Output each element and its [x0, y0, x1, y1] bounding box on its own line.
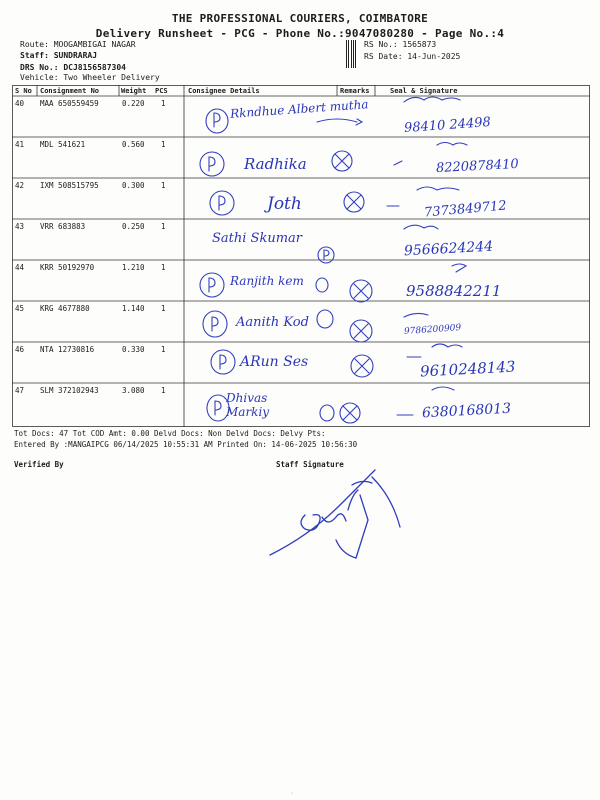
- staff-signature-scribble: [260, 465, 430, 575]
- row-sno: 47: [15, 386, 25, 395]
- col-header-consignment: Consignment No: [40, 87, 100, 95]
- col-header-pcs: PCS: [155, 87, 168, 95]
- row-pcs: 1: [161, 263, 166, 272]
- consignee-handwritten-name: Radhika: [244, 155, 307, 173]
- row-pcs: 1: [161, 140, 166, 149]
- consignee-handwritten-phone: 9588842211: [406, 282, 502, 300]
- consignee-handwritten-name: Joth: [267, 194, 302, 214]
- consignee-handwritten-phone: 6380168013: [421, 400, 512, 422]
- staff-signature-label: Staff Signature: [276, 460, 344, 469]
- rs-number: RS No.: 1565873: [364, 40, 437, 49]
- row-weight: 0.220: [122, 99, 145, 108]
- row-weight: 0.250: [122, 222, 145, 231]
- rs-date: RS Date: 14-Jun-2025: [364, 52, 461, 61]
- row-pcs: 1: [161, 222, 166, 231]
- consignee-handwritten-name: ARun Ses: [240, 354, 309, 370]
- row-consignment: SLM 372102943: [40, 386, 99, 395]
- row-weight: 0.300: [122, 181, 145, 190]
- row-sno: 42: [15, 181, 25, 190]
- row-sno: 44: [15, 263, 25, 272]
- row-weight: 3.080: [122, 386, 145, 395]
- row-weight: 0.330: [122, 345, 145, 354]
- consignee-handwritten-name: Aanith Kod: [236, 315, 309, 330]
- consignee-handwritten-phone: 8220878410: [435, 156, 520, 177]
- col-header-remarks: Remarks: [340, 87, 370, 95]
- barcode-icon: [346, 40, 358, 68]
- table-row: [12, 260, 590, 301]
- row-pcs: 1: [161, 345, 166, 354]
- row-pcs: 1: [161, 99, 166, 108]
- row-consignment: NTA 12730816: [40, 345, 95, 354]
- row-weight: 0.560: [122, 140, 145, 149]
- row-sno: 40: [15, 99, 25, 108]
- verified-by-label: Verified By: [14, 460, 64, 469]
- consignee-handwritten-phone: 9786200909: [403, 323, 462, 337]
- row-pcs: 1: [161, 304, 166, 313]
- row-pcs: 1: [161, 181, 166, 190]
- runsheet-table: [12, 85, 590, 427]
- row-sno: 41: [15, 140, 25, 149]
- table-row: [12, 342, 590, 383]
- staff-label: Staff: SUNDRARAJ: [20, 51, 98, 60]
- consignee-handwritten-name: Sathi Skumar: [212, 231, 302, 246]
- drs-number: DRS No.: DCJ8156587304: [20, 63, 126, 72]
- route-label: Route: MOOGAMBIGAI NAGAR: [20, 40, 136, 49]
- runsheet-subtitle: Delivery Runsheet - PCG - Phone No.:9047080280 - Page No.:4: [95, 27, 505, 40]
- row-sno: 43: [15, 222, 25, 231]
- table-row: [12, 383, 590, 427]
- consignee-handwritten-name: Ranjith kem: [230, 274, 304, 288]
- row-sno: 46: [15, 345, 25, 354]
- table-row: [12, 96, 590, 137]
- row-sno: 45: [15, 304, 25, 313]
- totals-summary: Tot Docs: 47 Tot COD Amt: 0.00 Delvd Docs: Non Delvd Docs: Delvy Pts:: [14, 429, 326, 438]
- row-consignment: VRR 683883: [40, 222, 86, 231]
- table-row: [12, 219, 590, 260]
- consignee-handwritten-phone: 9566624244: [403, 238, 494, 260]
- consignee-handwritten-name: Rkndhue Albert mutha: [229, 97, 369, 121]
- row-pcs: 1: [161, 386, 166, 395]
- row-weight: 1.210: [122, 263, 145, 272]
- vehicle-label: Vehicle: Two Wheeler Delivery: [20, 73, 160, 82]
- col-header-weight: Weight: [121, 87, 147, 95]
- col-header-seal: Seal & Signature: [390, 87, 458, 95]
- consignee-handwritten-name: Dhivas Markiy: [226, 391, 270, 419]
- row-consignment: MAA 650559459: [40, 99, 99, 108]
- entered-printed-info: Entered By :MANGAIPCG 06/14/2025 10:55:31 AM Printed On: 14-06-2025 10:56:30: [14, 440, 358, 449]
- row-consignment: KRR 50192970: [40, 263, 95, 272]
- col-header-consignee: Consignee Details: [188, 87, 260, 95]
- table-row: [12, 137, 590, 178]
- row-consignment: MDL 541621: [40, 140, 86, 149]
- row-weight: 1.140: [122, 304, 145, 313]
- table-row: [12, 301, 590, 342]
- page-edge-mark: ·: [290, 790, 294, 797]
- col-header-sno: S No: [15, 87, 32, 95]
- consignee-handwritten-phone: 9610248143: [419, 357, 516, 381]
- table-row: [12, 178, 590, 219]
- row-consignment: KRG 4677880: [40, 304, 90, 313]
- consignee-handwritten-phone: 98410 24498: [403, 114, 492, 137]
- company-name: THE PROFESSIONAL COURIERS, COIMBATORE: [171, 12, 429, 25]
- row-consignment: IXM 508515795: [40, 181, 99, 190]
- consignee-handwritten-phone: 7373849712: [423, 198, 508, 221]
